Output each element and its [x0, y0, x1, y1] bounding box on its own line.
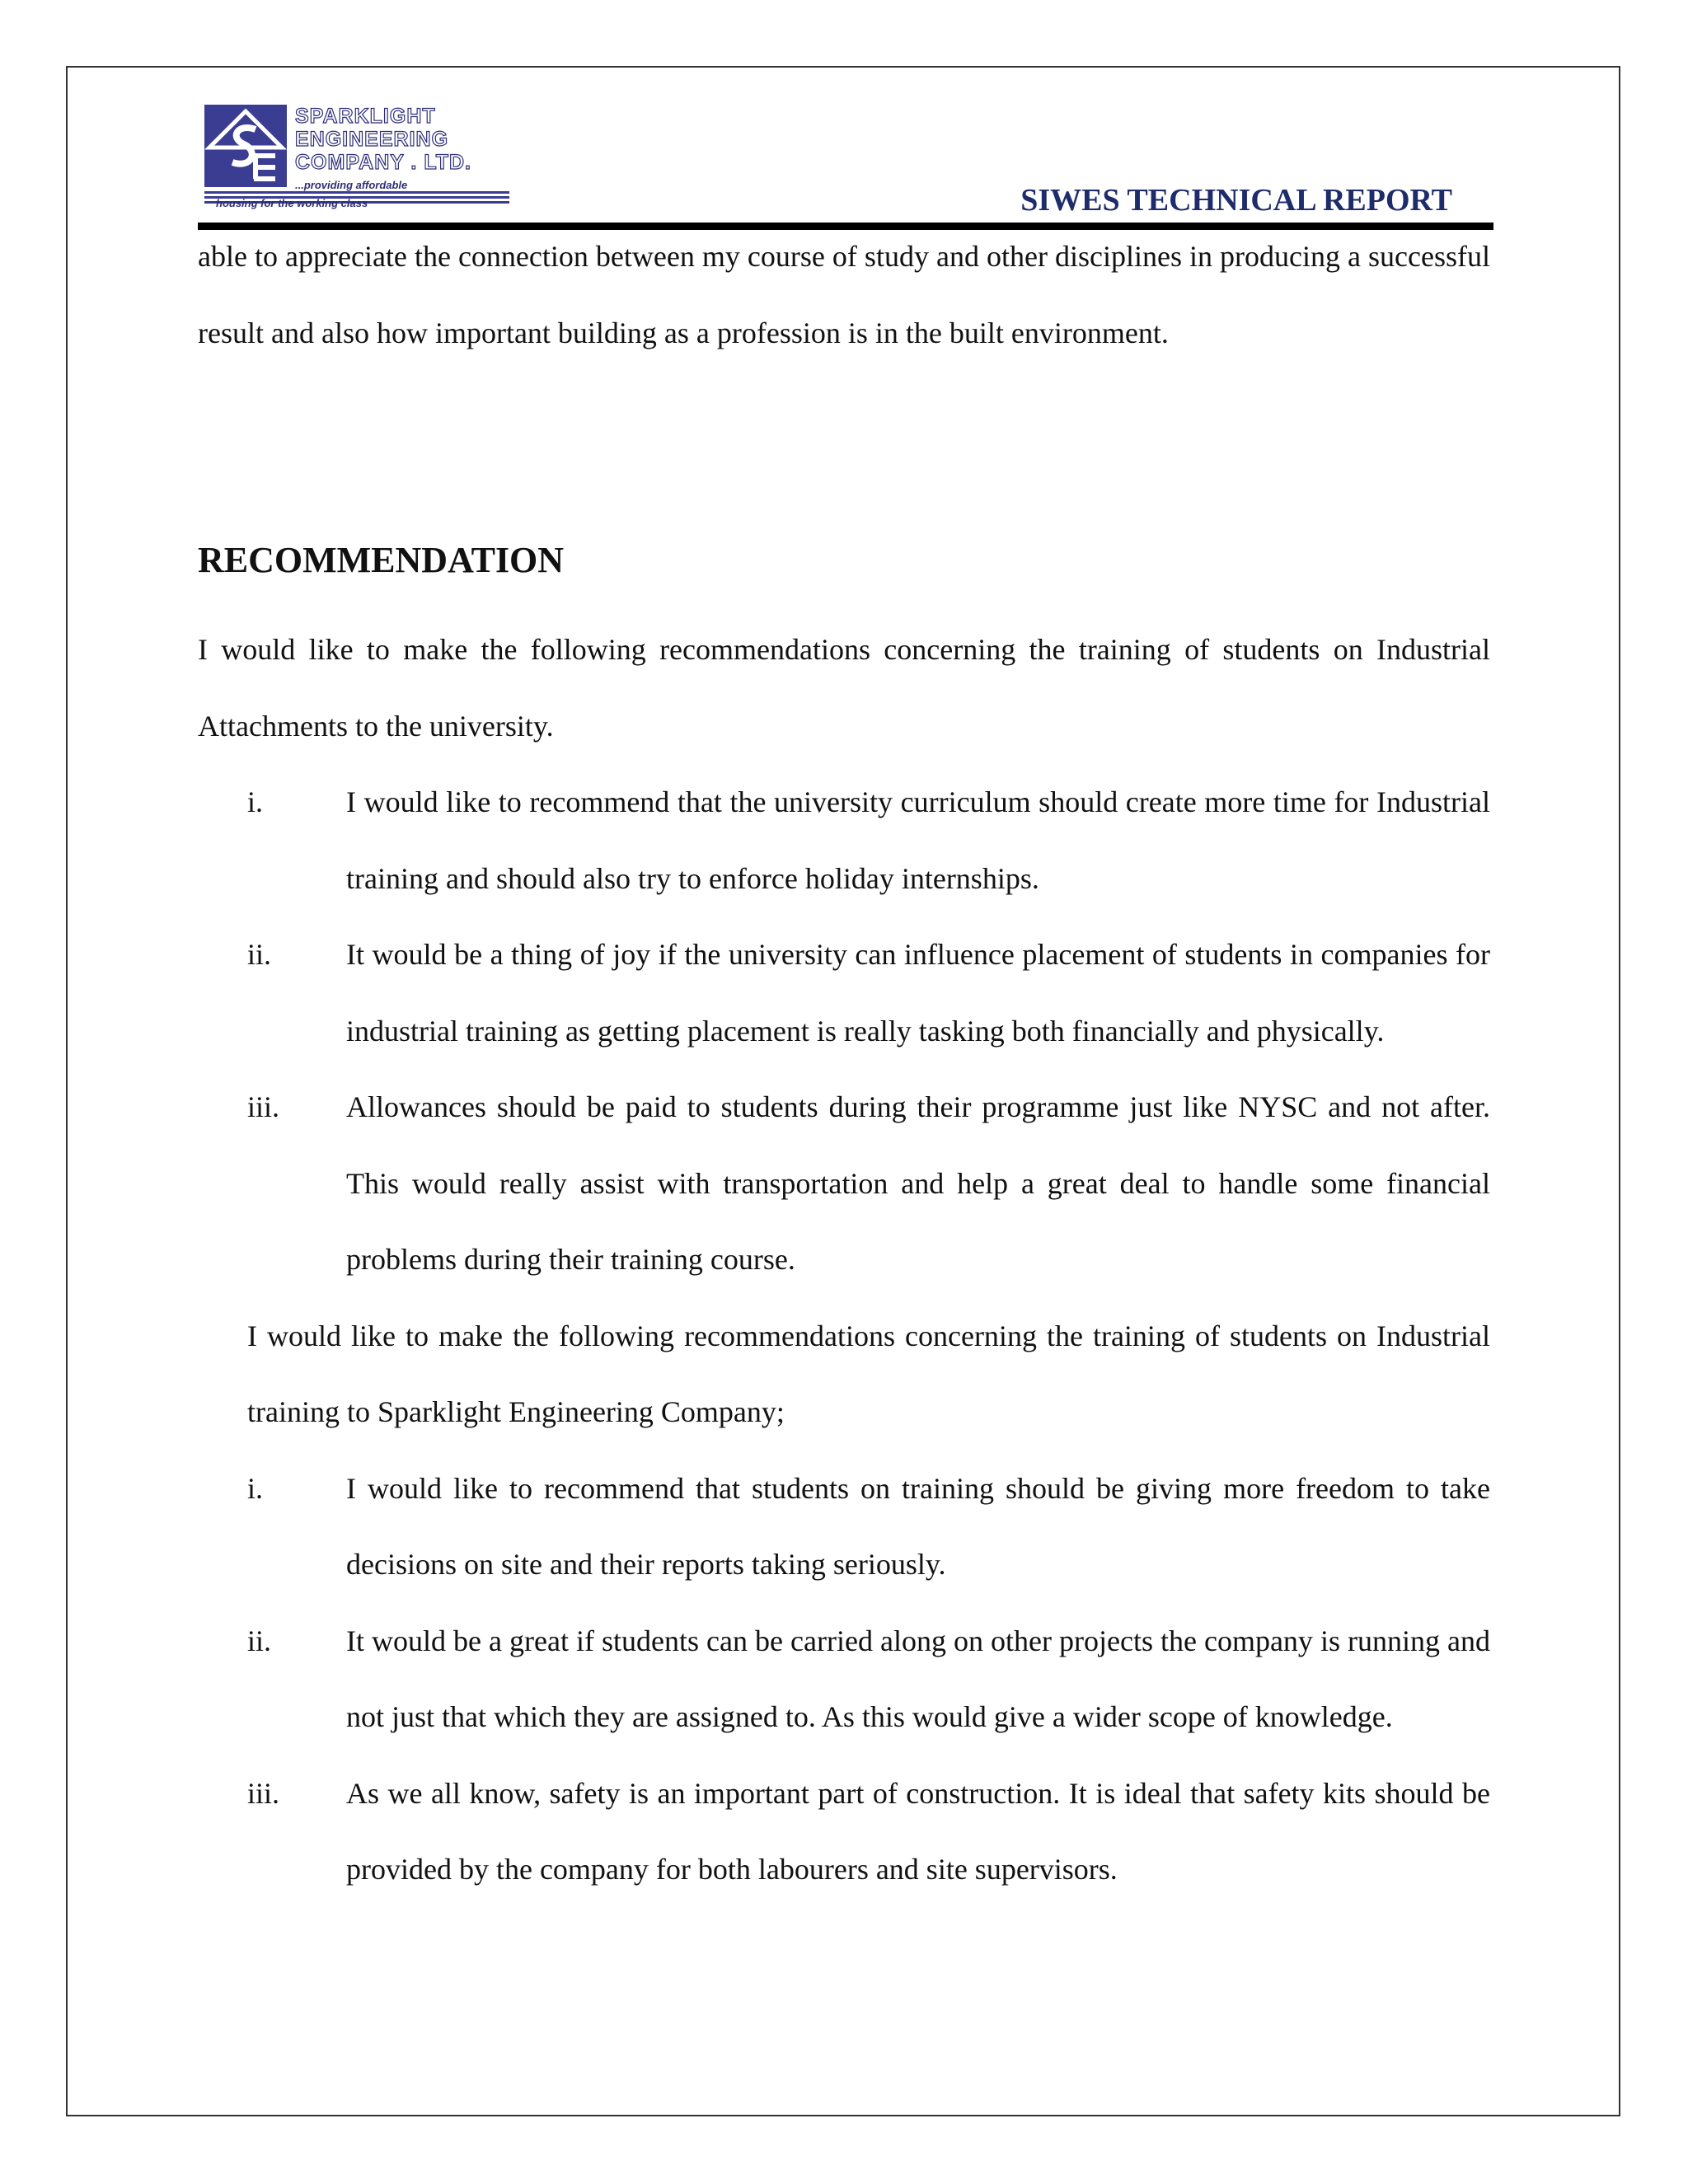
university-intro: I would like to make the following recommendations concerning the training of students on Industrial Attachments to the university.: [198, 633, 1490, 743]
intro-paragraph: able to appreciate the connection between my course of study and other disciplines in producing a successful result and also how important building as a profession is in the built environment.: [198, 240, 1490, 349]
company-logo: [204, 105, 551, 212]
document-body: [198, 218, 1490, 1908]
list-item: i. I would like to recommend that the university curriculum should create more time for Industrial training and should also try to enforce holiday internships.: [247, 785, 1490, 895]
list-item: iii. As we all know, safety is an important part of construction. It is ideal that safety kits should be provided by the company for both labourers and site supervisors.: [247, 1776, 1490, 1886]
logo-emblem-icon: [204, 105, 287, 187]
list-item: i. I would like to recommend that students on training should be giving more freedom to take decisions on site and their reports taking seriously.: [247, 1471, 1490, 1581]
logo-tagline-2: housing for the working class: [216, 197, 368, 209]
list-item: ii. It would be a thing of joy if the university can influence placement of students in companies for industrial training as getting placement is really tasking both financially and physically.: [247, 938, 1490, 1047]
report-title: SIWES TECHNICAL REPORT: [1020, 183, 1452, 218]
page-header: [198, 103, 1493, 231]
list-item: iii. Allowances should be paid to students during their programme just like NYSC and not after. This would really assist with transportation and help a great deal to handle some financial problems during their training course.: [247, 1090, 1490, 1276]
logo-tagline: ...providing affordable: [295, 179, 408, 191]
company-intro: I would like to make the following recommendations concerning the training of students on Industrial training to Sparklight Engineering Company;: [247, 1319, 1490, 1428]
logo-company-name: SPARKLIGHT ENGINEERING COMPANY . LTD.: [295, 105, 471, 174]
section-heading: RECOMMENDATION: [198, 540, 565, 580]
list-item: ii. It would be a great if students can be carried along on other projects the company is running and not just that which they are assigned to. As this would give a wider scope of knowledge.: [247, 1624, 1490, 1733]
